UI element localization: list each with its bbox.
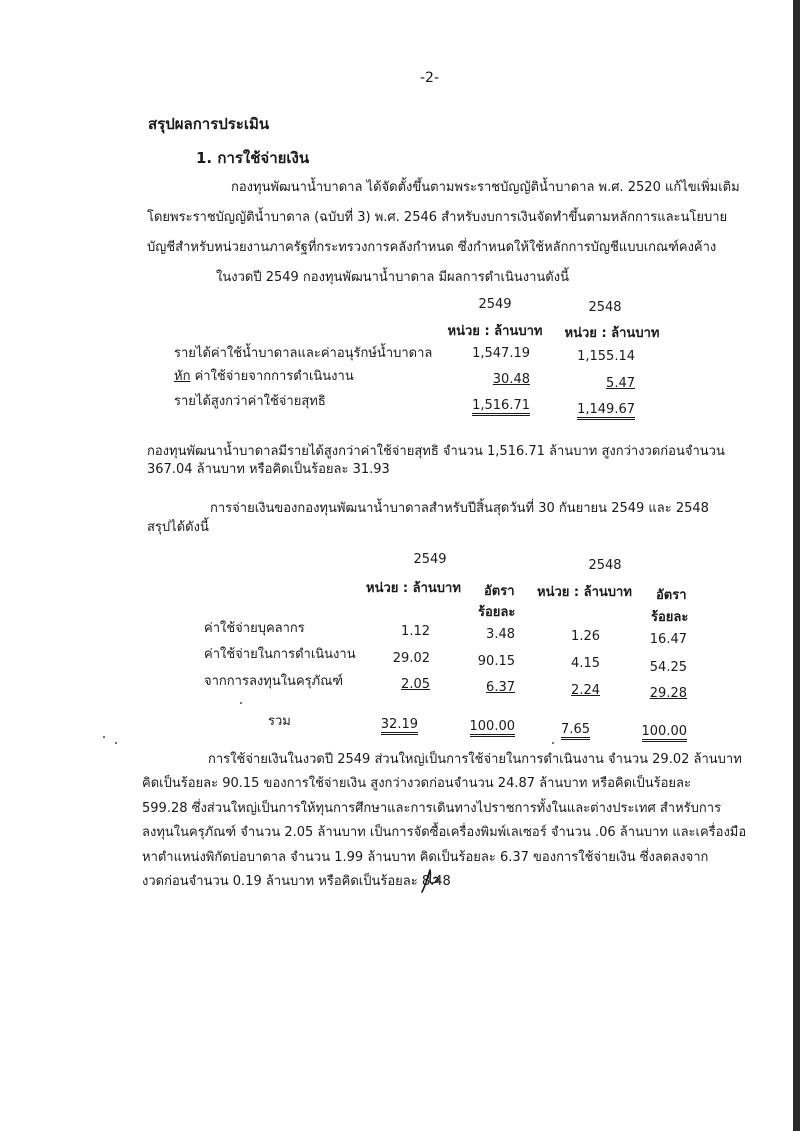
- t2-value: 2.24: [571, 683, 600, 698]
- t1-year-2548: 2548: [588, 300, 622, 315]
- t1-value: 5.47: [606, 376, 635, 391]
- t1-value: 1,155.14: [577, 349, 635, 364]
- page-number: -2-: [420, 70, 440, 86]
- t2-rate: 3.48: [486, 627, 515, 642]
- t2-rate-top: อัตรา: [484, 584, 515, 599]
- t2-value: 4.15: [571, 656, 600, 671]
- t2-total-rate: 100.00: [445, 719, 515, 734]
- t2-row-label: จากการลงทุนในครุภัณฑ์: [204, 674, 344, 689]
- t2-year-2549: 2549: [413, 552, 447, 567]
- t1-year-2549: 2549: [478, 297, 512, 312]
- scan-speck: [103, 736, 105, 738]
- t2-year-2548: 2548: [588, 558, 622, 573]
- scan-speck: [552, 742, 554, 744]
- t2-unit-2549: หน่วย : ล้านบาท: [366, 581, 461, 596]
- para-line: ลงทุนในครุภัณฑ์ จำนวน 2.05 ล้านบาท เป็นการจัดซื้อเครื่องพิมพ์เลเซอร์ จำนวน .06 ล้านบาท และเครื่องมือ: [142, 825, 747, 840]
- scan-speck: [240, 702, 242, 704]
- handwritten-initials: [416, 866, 446, 896]
- section-title: สรุปผลการประเมิน: [148, 115, 270, 133]
- scan-edge: [793, 0, 800, 1131]
- t1-unit-2549: หน่วย : ล้านบาท: [447, 324, 543, 339]
- intro-line: กองทุนพัฒนาน้ำบาดาล ได้จัดตั้งขึ้นตามพระราชบัญญัติน้ำบาดาล พ.ศ. 2520 แก้ไขเพิ่มเติม: [231, 180, 740, 195]
- t1-unit-2548: หน่วย : ล้านบาท: [564, 326, 660, 341]
- t2-value: 1.26: [571, 629, 600, 644]
- t2-total-label: รวม: [268, 714, 291, 729]
- para-line: งวดก่อนจำนวน 0.19 ล้านบาท หรือคิดเป็นร้อยละ 8.48: [142, 874, 451, 889]
- para-line: สรุปได้ดังนี้: [147, 520, 209, 535]
- t2-rate: 16.47: [649, 632, 687, 647]
- para-line: การจ่ายเงินของกองทุนพัฒนาน้ำบาดาลสำหรับปีสิ้นสุดวันที่ 30 กันยายน 2549 และ 2548: [210, 501, 709, 516]
- intro-line: โดยพระราชบัญญัติน้ำบาดาล (ฉบับที่ 3) พ.ศ. 2546 สำหรับงบการเงินจัดทำขึ้นตามหลักการและนโยบาย: [147, 210, 728, 225]
- t2-rate: 29.28: [649, 686, 687, 701]
- para-line: 599.28 ซึ่งส่วนใหญ่เป็นการให้ทุนการศึกษาและการเดินทางไปราชการทั้งในและต่างประเทศ สำหรับการ: [142, 801, 722, 816]
- t2-unit-2548: หน่วย : ล้านบาท: [537, 585, 632, 600]
- t1-row-label: รายได้สูงกว่าค่าใช้จ่ายสุทธิ: [174, 394, 326, 409]
- t2-value: 29.02: [392, 651, 430, 666]
- subsection-title: 1. การใช้จ่ายเงิน: [196, 149, 310, 167]
- t2-row-label: ค่าใช้จ่ายบุคลากร: [204, 621, 305, 636]
- t2-total-value: 32.19: [348, 717, 418, 732]
- intro-line: บัญชีสำหรับหน่วยงานภาครัฐที่กระทรวงการคลังกำหนด ซึ่งกำหนดให้ใช้หลักการบัญชีแบบเกณฑ์คงค้าง: [147, 240, 717, 255]
- t1-value: 1,149.67: [545, 402, 635, 417]
- t1-value: 1,516.71: [440, 398, 530, 413]
- t1-row-label: รายได้ค่าใช้น้ำบาดาลและค่าอนุรักษ์น้ำบาดาล: [174, 346, 433, 361]
- para-line: กองทุนพัฒนาน้ำบาดาลมีรายได้สูงกว่าค่าใช้จ่ายสุทธิ จำนวน 1,516.71 ล้านบาท สูงกว่างวดก่อนจำนวน: [147, 444, 725, 459]
- t2-rate: 90.15: [477, 654, 515, 669]
- para-line: คิดเป็นร้อยละ 90.15 ของการใช้จ่ายเงิน สูงกว่างวดก่อนจำนวน 24.87 ล้านบาท หรือคิดเป็นร้อยละ: [142, 776, 691, 791]
- t2-row-label: ค่าใช้จ่ายในการดำเนินงาน: [204, 647, 356, 662]
- intro-line: ในงวดปี 2549 กองทุนพัฒนาน้ำบาดาล มีผลการดำเนินงานดังนี้: [216, 270, 569, 285]
- para-line: หาตำแหน่งพิกัดบ่อบาดาล จำนวน 1.99 ล้านบาท คิดเป็นร้อยละ 6.37 ของการใช้จ่ายเงิน ซึ่งลดลงจาก: [142, 850, 709, 865]
- t2-rate-bottom: ร้อยละ: [478, 605, 516, 620]
- t1-value: 30.48: [492, 372, 530, 387]
- scan-speck: [115, 742, 117, 744]
- t2-value: 1.12: [401, 624, 430, 639]
- para-line: 367.04 ล้านบาท หรือคิดเป็นร้อยละ 31.93: [147, 462, 390, 477]
- para-line: การใช้จ่ายเงินในงวดปี 2549 ส่วนใหญ่เป็นการใช้จ่ายในการดำเนินงาน จำนวน 29.02 ล้านบาท: [208, 752, 742, 767]
- t2-rate: 54.25: [649, 660, 687, 675]
- t2-total-rate: 100.00: [615, 724, 687, 739]
- t2-rate-bottom: ร้อยละ: [651, 610, 689, 625]
- t2-rate-top: อัตรา: [656, 588, 687, 603]
- t2-total-value: 7.65: [520, 722, 590, 737]
- t1-row-label: หัก ค่าใช้จ่ายจากการดำเนินงาน: [174, 369, 354, 384]
- t1-value: 1,547.19: [472, 346, 530, 361]
- t2-value: 2.05: [401, 677, 430, 692]
- t2-rate: 6.37: [486, 680, 515, 695]
